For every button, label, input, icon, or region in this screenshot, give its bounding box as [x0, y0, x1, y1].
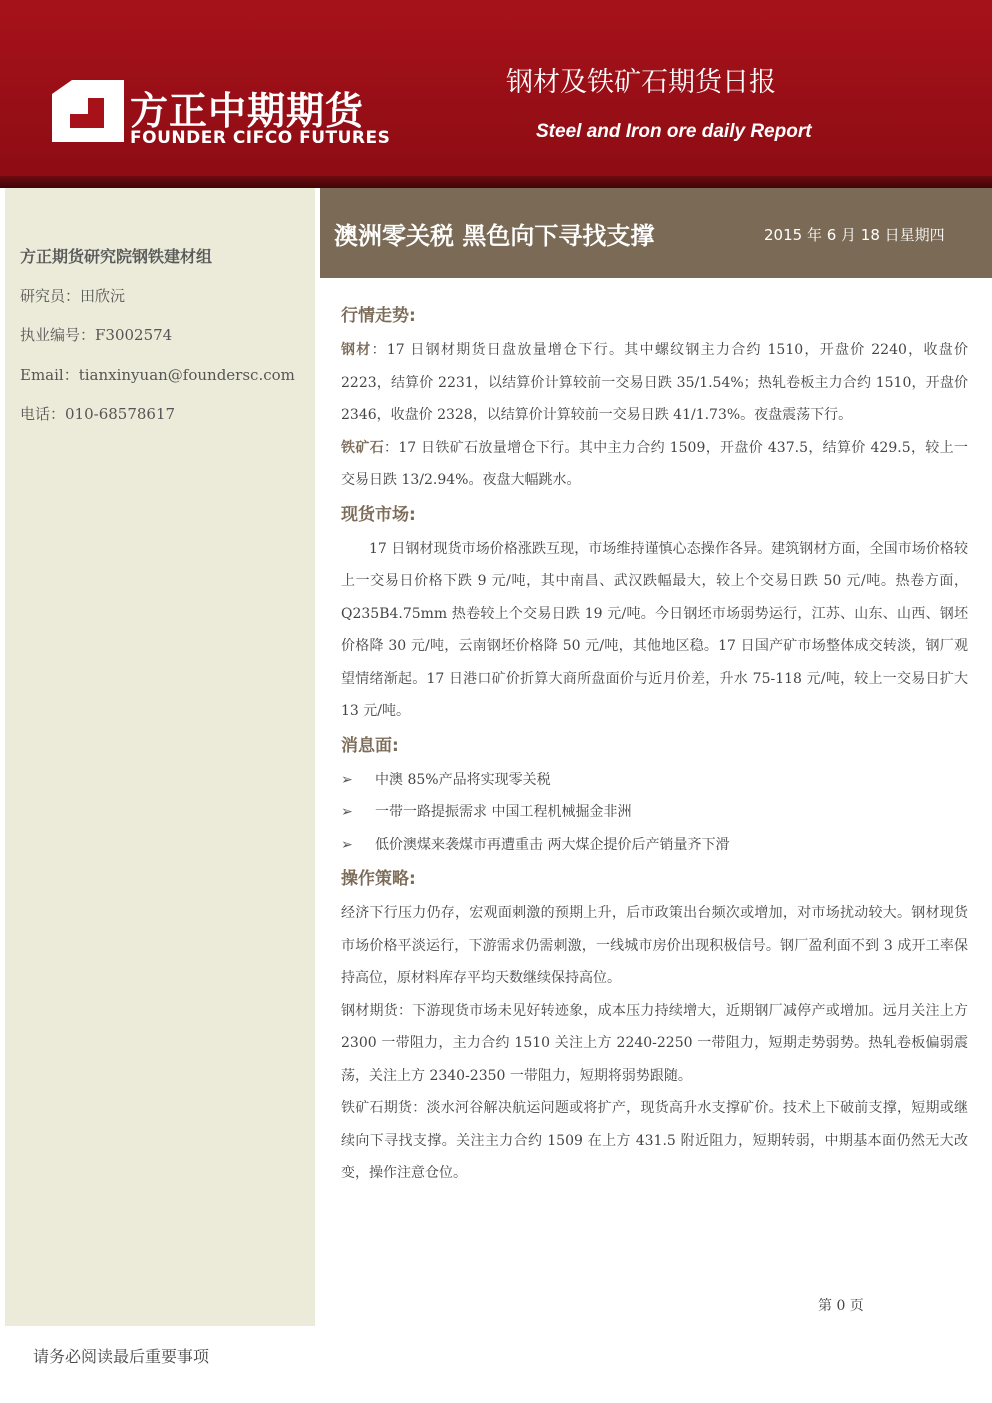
news-item [341, 829, 968, 862]
founder-logo-icon [52, 80, 124, 142]
news-item-text: 低价澳煤来袭煤市再遭重击 两大煤企提价后产销量齐下滑 [375, 836, 730, 853]
steel-strategy-paragraph: 钢材期货：下游现货市场未见好转迹象，成本压力持续增大，近期钢厂减停产或增加。远月关注上方 2300 一带阻力，主力合约 1510 关注上方 2240-2250 一带阻力，短期走势弱势。热轧卷板偏弱震荡，关注上方 2340-2350 一带阻力，短期将弱势跟随。 [341, 1002, 968, 1084]
email-text: Email：tianxinyuan@foundersc.com [20, 366, 295, 384]
news-item-text: 一带一路提振需求 中国工程机械掘金非洲 [375, 804, 632, 820]
ore-paragraph [341, 432, 968, 497]
brand-name-cn: 方正中期期货 [130, 89, 365, 133]
footer-disclaimer: 请务必阅读最后重要事项 [33, 1347, 210, 1366]
report-headline: 澳洲零关税 黑色向下寻找支撑 [334, 222, 655, 250]
report-body [341, 298, 968, 1190]
steel-text: ：17 日钢材期货日盘放量增仓下行。其中螺纹钢主力合约 1510，开盘价 2240，收盘价 2223，结算价 2231，以结算价计算较前一交易日跌 35/1.54%；热轧卷板主力合约 1510，开盘价 2346，收盘价 2328，以结算价计算较前一交易日跌 41/1.73%。夜盘震荡下行。 [341, 342, 969, 423]
section-heading-strategy: 操作策略: [341, 869, 416, 889]
news-item-text: 中澳 85%产品将实现零关税 [375, 771, 551, 788]
arrow-bullet-icon: ➢ [341, 804, 353, 820]
phone-text: 电话：010-68578617 [20, 405, 176, 423]
news-item [341, 796, 968, 829]
ore-strategy-paragraph: 铁矿石期货：淡水河谷解决航运问题或将扩产，现货高升水支撑矿价。技术上下破前支撑，短期或继续向下寻找支撑。关注主力合约 1509 在上方 431.5 附近阻力，短期转弱，中期基本面仍然无大改变，操作注意仓位。 [341, 1100, 968, 1181]
section-heading-spot: 现货市场: [341, 504, 416, 525]
steel-paragraph [341, 334, 968, 432]
ore-label: 铁矿石 [341, 439, 385, 456]
section-heading-news: 消息面: [341, 735, 399, 756]
analyst-name: 研究员：田欣沅 [20, 287, 126, 305]
arrow-bullet-icon: ➢ [341, 836, 353, 853]
report-title-cn: 钢材及铁矿石期货日报 [506, 67, 776, 98]
page-number: 第 0 页 [818, 1298, 864, 1314]
report-title-en: Steel and Iron ore daily Report [536, 121, 812, 142]
header-divider [0, 176, 992, 188]
section-heading-market: 行情走势: [341, 306, 416, 326]
license-number: 执业编号：F3002574 [20, 326, 173, 344]
sidebar-org: 方正期货研究院钢铁建材组 [20, 247, 213, 266]
strategy-paragraph: 经济下行压力仍存，宏观面刺激的预期上升，后市政策出台频次或增加，对市场扰动较大。钢材现货市场价格平淡运行，下游需求仍需刺激，一线城市房价出现积极信号。钢厂盈利面不到 3 成开工率保持高位，原材料库存平均天数继续保持高位。 [341, 905, 968, 986]
report-date: 2015 年 6 月 18 日星期四 [764, 226, 945, 244]
brand-name-en: FOUNDER CIFCO FUTURES [130, 128, 391, 148]
steel-label: 钢材 [341, 342, 372, 358]
spot-paragraph: 17 日钢材现货市场价格涨跌互现，市场维持谨慎心态操作各异。建筑钢材方面，全国市场价格较上一交易日价格下跌 9 元/吨，其中南昌、武汉跌幅最大，较上个交易日跌 50 元/吨。热卷方面，Q235B4.75mm 热卷较上个交易日跌 19 元/吨。今日钢坯市场弱势运行，江苏、山东、山西、钢坯价格降 30 元/吨，云南钢坯价格降 50 元/吨，其他地区稳。17 日国产矿市场整体成交转淡，钢厂观望情绪渐起。17 日港口矿价折算大商所盘面价与近月价差，升水 75-118 元/吨，较上一交易日扩大 13 元/吨。 [341, 540, 968, 719]
news-item [341, 764, 968, 797]
ore-text: ：17 日铁矿石放量增仓下行。其中主力合约 1509，开盘价 437.5，结算价 429.5，较上一交易日跌 13/2.94%。夜盘大幅跳水。 [341, 439, 968, 488]
arrow-bullet-icon: ➢ [341, 771, 353, 788]
sidebar-panel [5, 188, 315, 1326]
